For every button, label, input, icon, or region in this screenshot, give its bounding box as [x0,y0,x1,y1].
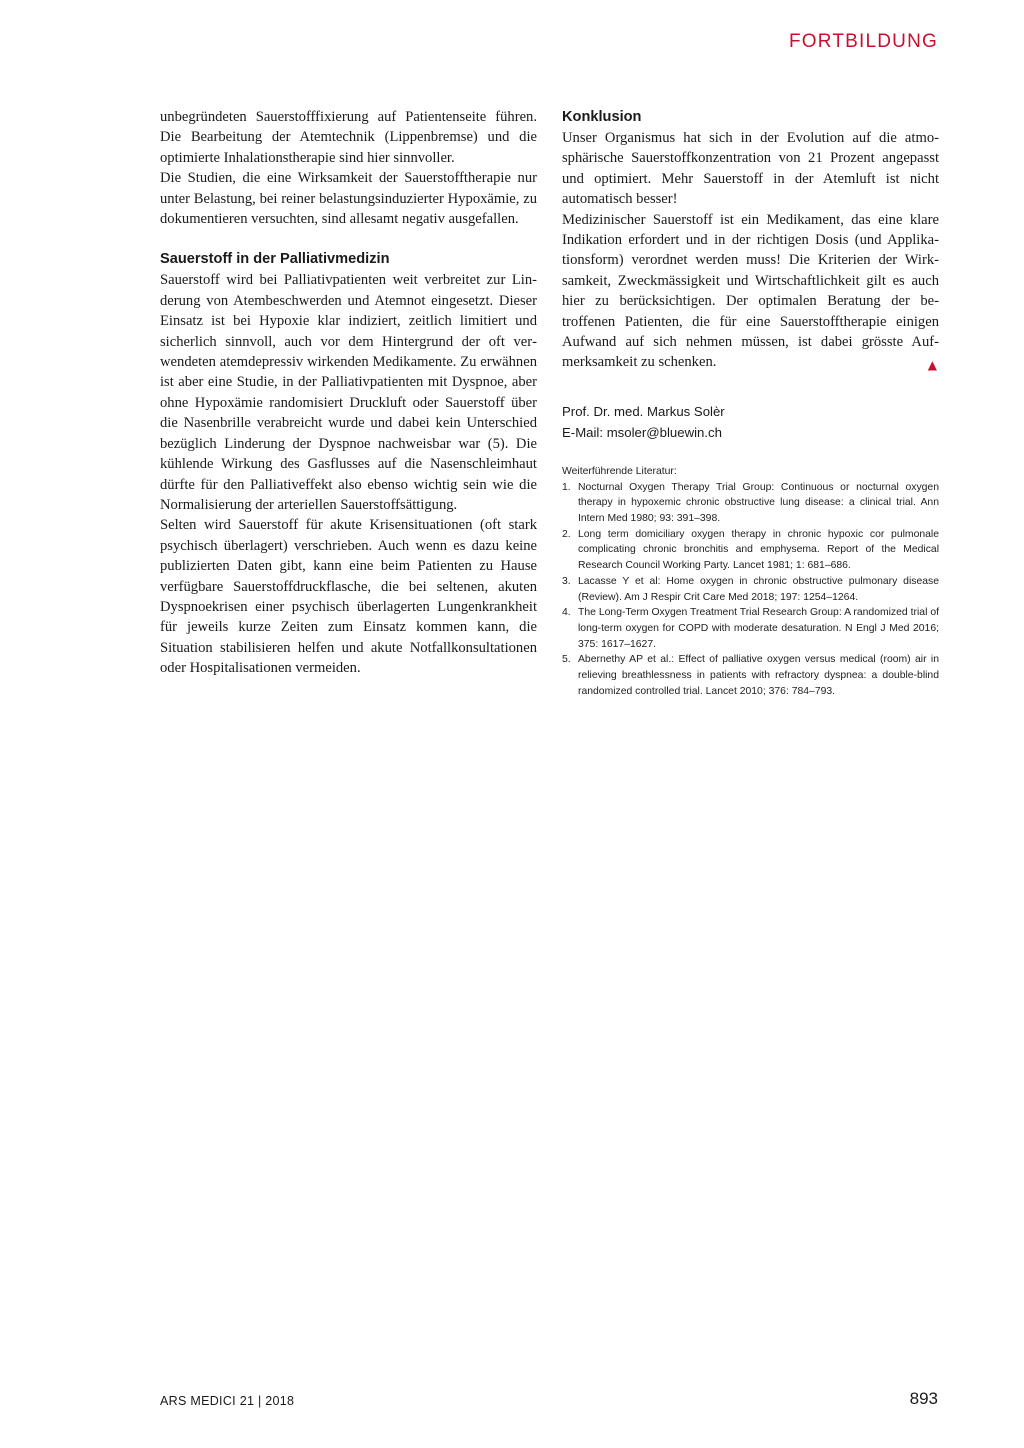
body-paragraph: Selten wird Sauerstoff für akute Krisensituationen (oft stark psychisch überlagert) verschrieben. Auch wenn es dazu keine publizierten Daten gibt, kann eine beim Patienten zu Hause verfügbare Sauerstoffdruckflasche, die bei seltenen, akuten Dyspnoekrisen einer psychisch überlagerten Lungenkrankheit für jeweils kurze Zeiten zum Einsatz kommen kann, die Situation stabilisieren helfen und akute Notfallkonsultationen oder Hospitalisationen vermeiden. [160,517,537,677]
end-of-article-triangle-icon: ▲ [927,357,937,372]
body-paragraph: Die Studien, die eine Wirksamkeit der Sauerstofftherapie nur unter Belastung, bei reiner belastungsinduzierter Hypoxämie, zu dokumentieren versuchten, sind allesamt negativ ausgefallen. [160,170,537,228]
reference-number: 2. [562,528,571,540]
reference-number: 4. [562,607,571,619]
reference-text: Nocturnal Oxygen Therapy Trial Group: Continuous or nocturnal oxygen therapy in hypoxemic chronic obstructive lung disease: a clinical trial. Ann Intern Med 1980; 93: 391–398. [578,481,939,524]
reference-text: Long term domiciliary oxygen therapy in chronic hypoxic cor pulmonale complicating chronic bronchitis and emphysema. Report of the Medical Research Council Working Party. Lancet 1981; 1: 681–686. [578,528,939,572]
left-column [160,107,537,679]
author-email: E-Mail: msoler@bluewin.ch [562,424,722,440]
section-heading-palliativmedizin: Sauerstoff in der Palliativmedizin [160,251,390,268]
reference-text: The Long-Term Oxygen Treatment Trial Research Group: A randomized trial of long-term oxygen for COPD with moderate desaturation. N Engl J Med 2016; 375: 1617–1627. [578,607,939,650]
reference-number: 3. [562,575,571,587]
reference-item [562,527,939,574]
body-paragraph: Sauerstoff wird bei Palliativpatienten weit verbreitet zur Linderung von Atembeschwerden und Atemnot eingesetzt. Dieser Einsatz ist bei Hypoxie klar indiziert, zeitlich limitiert und sicherlich sinnvoll, auch vor dem Hintergrund der oft verwendeten atemdepressiv wirkenden Medikamente. Zu erwähnen ist aber eine Studie, in der Palliativpatienten mit Dyspnoe, aber ohne Hypoxämie randomisiert Druckluft oder Sauerstoff über die Nasenbrille verabreicht wurde und dabei kein Unterschied bezüglich Linderung der Dyspnoe nachweisbar war (5). Die kühlende Wirkung des Gasflusses auf die Nasenschleimhaut dürfte für den Palliativeffekt also ebenso wichtig sein wie die Normalisierung der arteriellen Sauerstoffsättigung. [160,272,537,513]
page-number: 893 [909,1389,938,1408]
journal-issue: ARS MEDICI 21 | 2018 [160,1394,295,1408]
reference-number: 5. [562,654,571,666]
section-label: FORTBILDUNG [788,31,938,52]
body-paragraph: Unser Organismus hat sich in der Evolution auf die atmosphärische Sauerstoffkonzentration von 21 Prozent angepasst und optimiert. Mehr Sauerstoff in der Atemluft ist nicht automatisch besser! [562,130,939,208]
body-paragraph: unbegründeten Sauerstofffixierung auf Patientenseite führen. Die Bearbeitung der Atemtechnik (Lippenbremse) und die optimierte Inhalationstherapie sind hier sinnvoller. [160,109,537,166]
final-paragraph-block [562,210,939,373]
body-paragraph: Medizinischer Sauerstoff ist ein Medikament, das eine klare Indikation erfordert und in der richtigen Dosis (und Applikationsform) verordnet werden muss! Die Kriterien der Wirksamkeit, Zweckmässigkeit und Wirtschaftlichkeit gilt es auch hier zu berücksichtigen. Der optimalen Beratung der betroffenen Patienten, die für eine Sauerstofftherapie einigen Aufwand auf sich nehmen müssen, ist dabei grösste Aufmerksamkeit zu schenken. [562,211,939,371]
reference-list [562,480,939,700]
reference-text: Abernethy AP et al.: Effect of palliative oxygen versus medical (room) air in relieving breathlessness in patients with refractory dyspnea: a double-blind randomized controlled trial. Lancet 2010; 376: 784–793. [578,654,939,697]
reference-item [562,652,939,699]
references [562,464,939,700]
section-heading-konklusion: Konklusion [562,109,642,125]
right-column [562,107,939,699]
reference-item [562,574,939,605]
references-heading: Weiterführende Literatur: [562,465,677,477]
author-block [562,401,939,443]
reference-text: Lacasse Y et al: Home oxygen in chronic obstructive pulmonary disease (Review). Am J Respir Crit Care Med 2018; 197: 1254–1264. [578,575,939,603]
author-name: Prof. Dr. med. Markus Solèr [562,403,725,419]
reference-number: 1. [562,481,571,493]
reference-item [562,605,939,652]
reference-item [562,480,939,527]
